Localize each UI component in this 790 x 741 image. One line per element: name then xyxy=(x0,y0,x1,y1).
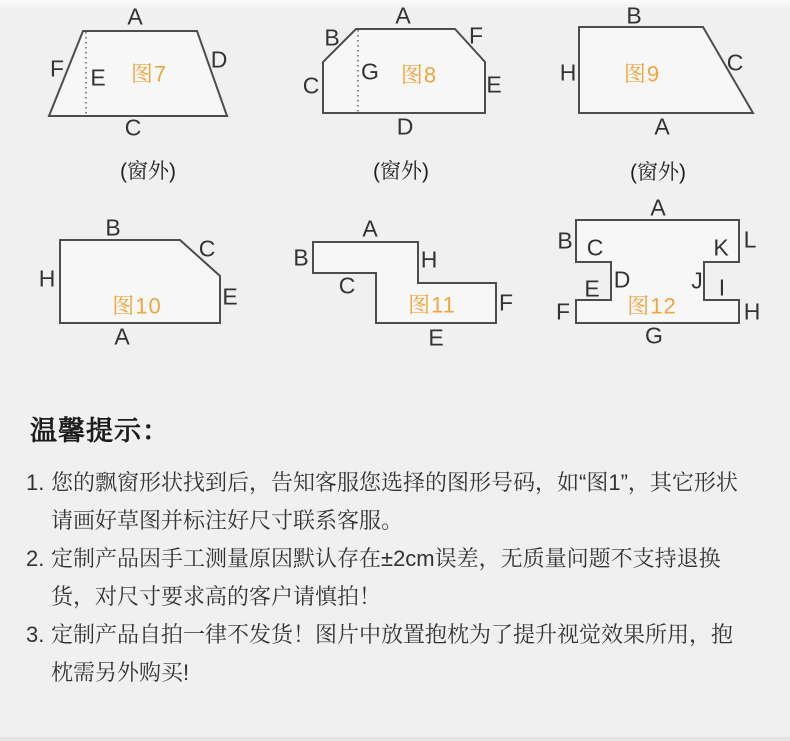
figure-12-tag: 图12 xyxy=(627,293,677,319)
figure-12-edge-label-C: C xyxy=(586,234,604,261)
figure-10-edge-label-A: A xyxy=(114,323,130,350)
figure-9-edge-label-C: C xyxy=(726,49,744,76)
tip-text: 您的飘窗形状找到后，告知客服您选择的图形号码，如“图1”，其它形状请画好草图并标注好尺寸联系客服。 xyxy=(51,470,738,533)
figure-7-tag: 图7 xyxy=(130,61,168,87)
figure-11-edge-label-A: A xyxy=(362,215,378,242)
tip-number: 2. xyxy=(26,546,45,571)
figure-10-edge-label-E: E xyxy=(222,283,238,310)
tip-item xyxy=(26,464,766,540)
figure-8-edge-label-G: G xyxy=(361,58,379,85)
figure-7-edge-label-D: D xyxy=(210,46,228,73)
figure-9-edge-label-A: A xyxy=(654,113,670,140)
tip-text: 定制产品因手工测量原因默认存在±2cm误差，无质量问题不支持退换货，对尺寸要求高的客户请慎拍！ xyxy=(51,546,721,609)
figure-9-edge-label-B: B xyxy=(626,2,642,29)
figure-11-edge-label-H: H xyxy=(420,246,438,273)
figure-8-edge-label-B: B xyxy=(324,24,340,51)
figure-11-edge-label-E: E xyxy=(428,324,444,351)
figure-8-edge-label-A: A xyxy=(395,2,411,29)
tips-list xyxy=(26,464,766,692)
figure-11-tag: 图11 xyxy=(408,292,456,318)
figure-8-edge-label-C: C xyxy=(302,72,320,99)
figure-12-edge-label-K: K xyxy=(713,234,729,261)
figure-8-edge-label-E: E xyxy=(486,71,502,98)
figure-12-edge-label-B: B xyxy=(557,227,573,254)
figure-10-edge-label-B: B xyxy=(105,214,121,241)
tip-text: 定制产品自拍一律不发货！图片中放置抱枕为了提升视觉效果所用，抱枕需另外购买! xyxy=(51,622,734,685)
tip-number: 3. xyxy=(26,622,45,647)
figure-7-edge-label-E: E xyxy=(90,64,106,91)
figure-8-edge-label-F: F xyxy=(468,22,484,49)
figure-7-edge-label-F: F xyxy=(49,55,65,82)
figure-7-edge-label-A: A xyxy=(127,3,143,30)
figure-12-edge-label-D: D xyxy=(613,266,631,293)
figure-12-edge-label-L: L xyxy=(743,226,757,253)
figure-8-caption-outside-window: (窗外) xyxy=(373,160,429,183)
tip-item xyxy=(26,540,766,616)
figure-11-edge-label-C: C xyxy=(338,272,356,299)
figure-7-caption-outside-window: (窗外) xyxy=(120,160,176,183)
figure-12-edge-label-H: H xyxy=(743,298,761,325)
tips-heading: 温馨提示： xyxy=(30,416,170,446)
figure-12-edge-label-I: I xyxy=(718,274,726,301)
tips-section xyxy=(26,415,766,692)
figure-11-edge-label-B: B xyxy=(293,244,309,271)
tip-item xyxy=(26,616,766,692)
figure-11-edge-label-F: F xyxy=(498,289,514,316)
figure-10-tag: 图10 xyxy=(112,293,162,319)
figure-12-edge-label-J: J xyxy=(691,267,703,294)
figure-10-edge-label-C: C xyxy=(198,235,216,262)
figure-9-edge-label-H: H xyxy=(559,59,577,86)
figure-12-edge-label-A: A xyxy=(650,194,666,221)
figure-12-edge-label-G: G xyxy=(645,322,663,349)
figure-12-edge-label-F: F xyxy=(555,298,571,325)
figure-10-edge-label-H: H xyxy=(38,265,56,292)
figure-8-tag: 图8 xyxy=(400,62,438,88)
figure-7-edge-label-C: C xyxy=(124,114,142,141)
figure-8-edge-label-D: D xyxy=(396,113,414,140)
bottom-divider xyxy=(0,737,790,741)
figure-9-caption-outside-window: (窗外) xyxy=(630,161,686,184)
tip-number: 1. xyxy=(26,470,45,495)
figure-9-tag: 图9 xyxy=(623,61,661,87)
figure-12-edge-label-E: E xyxy=(584,275,600,302)
